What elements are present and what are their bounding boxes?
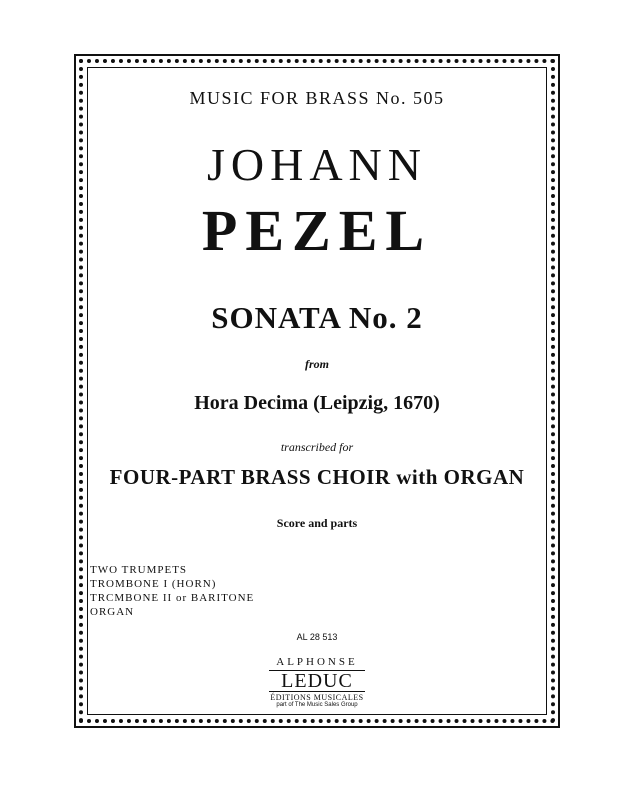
score-parts-label: Score and parts (276, 516, 358, 530)
publisher-name-main: LEDUC (269, 670, 365, 692)
transcribed-label: transcribed for (280, 440, 354, 454)
publisher-logo (261, 656, 373, 709)
composer-first-name: JOHANN (207, 139, 427, 190)
scoring-text: FOUR-PART BRASS CHOIR with ORGAN (109, 465, 525, 489)
work-title: SONATA No. 2 (211, 300, 423, 335)
list-item: TROMBONE I (HORN) (90, 578, 217, 590)
list-item: TRCMBONE II or BARITONE (90, 592, 255, 604)
source-title: Hora Decima (Leipzig, 1670) (194, 392, 440, 414)
composer-last-name: PEZEL (201, 198, 433, 263)
list-item: ORGAN (90, 606, 135, 618)
publisher-name-top: ALPHONSE (276, 656, 358, 668)
list-item: TWO TRUMPETS (90, 564, 188, 576)
instrument-list (90, 563, 254, 619)
series-label: MUSIC FOR BRASS No. 505 (189, 88, 445, 108)
publisher-subtitle: ÉDITIONS MUSICALES (270, 693, 364, 702)
publisher-group-note: part of The Music Sales Group (276, 702, 358, 708)
catalog-number: AL 28 513 (296, 632, 338, 642)
from-label: from (305, 357, 329, 371)
